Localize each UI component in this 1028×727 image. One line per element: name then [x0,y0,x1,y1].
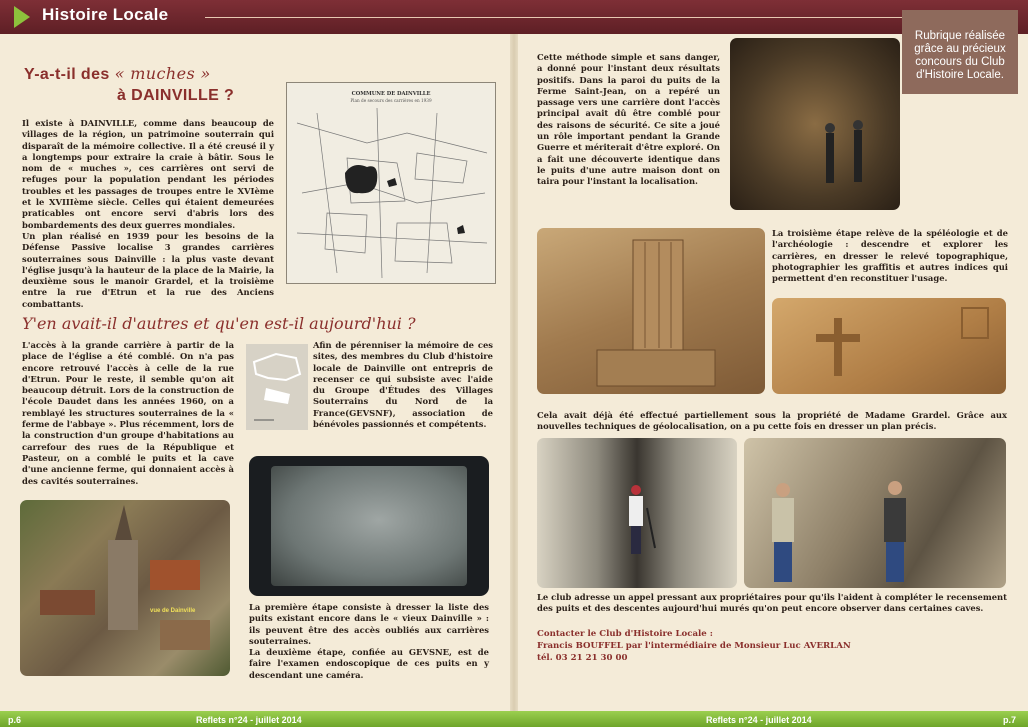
tunnel-drawing [537,438,737,588]
endoscope-frame [271,466,467,586]
section-title: Histoire Locale [42,5,169,24]
arrow-icon [14,6,30,28]
explorers-cave-photo [730,38,900,210]
map-drawing [287,83,495,283]
intro-paragraph-2: Un plan réalisé en 1939 pour les besoins de la Défense Passive localise 3 grandes carrières souterraines sous Dainville : la plus vaste devant l'église jusqu'à la hauteur de la place de la Mairie, la deuxième sous le manoir Grardel, et la troisième entre la rue d'Etrun et la rue des Anciens combattants. [22,230,274,309]
contact-line-2: Francis BOUFFEL par l'intermédiaire de Monsieur Luc AVERLAN [537,641,851,651]
rubrique-badge: Rubrique réalisée grâce au précieux concours du Club d'Histoire Locale. [902,10,1018,94]
carved-pillar-photo [537,228,765,394]
contact-phone: tél. 03 21 21 30 00 [537,653,628,663]
title-muches: « muches » [114,64,211,83]
cross-drawing [772,298,1006,394]
spine-gutter [510,0,518,727]
inset-plan-drawing [246,344,308,430]
issue-label-right: Reflets n°24 - juillet 2014 [706,715,812,725]
page-number-right: p.7 [1003,715,1017,725]
map-image [286,82,496,284]
map-title: COMMUNE DE DAINVILLE [351,91,431,97]
two-men-cave-photo [744,438,1006,588]
issue-label-left: Reflets n°24 - juillet 2014 [196,715,302,725]
etape2-text: La deuxième étape, confiée au GEVSNE, est de faire l'examen endoscopique de ces puits en y descendant une caméra. [249,647,489,680]
appeal-text: Le club adresse un appel pressant aux propriétaires pour qu'ils l'aident à compléter le recensement des puits et des descentes aujourd'hui murés qu'on peut encore observer dans certaines caves. [537,592,1007,614]
aerial-photo-label: vue de Dainville [150,608,196,614]
aerial-village-photo [20,500,230,676]
page-number-left: p.6 [8,715,22,725]
footer-bar [0,711,1028,727]
tunnel-man-photo [537,438,737,588]
cross-graffiti-photo [772,298,1006,394]
etapes-text [249,602,489,681]
contact-block [537,628,851,664]
article-title-line2: à DAINVILLE ? [117,87,235,104]
explorers-drawing [730,38,900,210]
contact-line-1: Contacter le Club d'Histoire Locale : [537,629,713,639]
endoscope-photo [249,456,489,596]
header-rule [205,17,1005,18]
mid-column-text: Afin de pérenniser la mémoire de ces sites, des membres du Club d'histoire locale de Dainville ont entrepris de recenser ce qui subsiste avec l'aide du Groupe d'Études des Villages Souterrains du Nord de la France(GEVSNF), association de bénévoles passionnés et compétents. [313,340,493,430]
etape3-text: La troisième étape relève de la spéléologie et de l'archéologie : descendre et explorer les carrières, en dresser le relevé topographique, photographier les graffitis et autres indices qui permettent d'en reconstituer l'usage. [772,228,1008,284]
inset-plan-image [246,344,308,430]
section-subtitle: Y'en avait-il d'autres et qu'en est-il aujourd'hui ? [22,314,416,333]
intro-paragraph-1: Il existe à DAINVILLE, comme dans beaucoup de villages de la région, un patrimoine souterrain qui disparaît de la mémoire collective. Il a été creusé il y a longtemps pour extraire la craie à bâtir. Sous le nom de « muches », ces carrières ont servi de refuges pour la population pendant les périodes troubles et les passages de troupes entre le XVIème et le XVIIIème siècle. Celles qui étaient demeurées praticables ont encore servi d'abris lors des bombardements des deux guerres mondiales. [22,118,274,230]
article-title-line1: Y-a-t-il des « muches » [24,64,211,83]
pillar-drawing [537,228,765,394]
etape1-text: La première étape consiste à dresser la liste des puits existant encore dans le « vieux Dainville » : ils peuvent être des accès oubliés aux carrières souterraines. [249,602,489,646]
intro-text [22,118,274,310]
aerial-drawing [20,500,230,676]
grardel-text: Cela avait déjà été effectué partiellement sous la propriété de Madame Grardel. Grâce aux nouvelles techniques de géolocalisation, on a pu cette fois en dresser un plan précis. [537,410,1007,432]
map-subtitle: Plan de secours des carrières en 1939 [350,98,432,103]
two-men-drawing [744,438,1006,588]
left-column-text: L'accès à la grande carrière à partir de la place de l'église a été comblé. On n'a pas encore retrouvé l'accès à celle de la rue d'Etrun. Pour le reste, il semble qu'on ait beaucoup détruit. Lors de la construction de l'école Daudet dans les années 1960, on a remblayé les structures souterraines de la « ferme de l'abbaye ». Plus récemment, lors de la construction d'un groupe d'habitations au carrefour des rues de la République et Pasteur, on a comblé le puits et la cave d'une ancienne ferme, qui donnaient accès à des cavités souterraines. [22,340,234,486]
right-top-text: Cette méthode simple et sans danger, a donné pour l'instant deux résultats positifs. Dans la paroi du puits de la Ferme Saint-Jean, on a repéré un passage vers une carrière dont l'accès principal avait dû être comblé pour des raisons de sécurité. Ce site a joué un rôle important pendant la Grande Guerre et mériterait d'être exploré. On a fait une découverte identique dans le puits d'une autre maison dont on taira pour l'instant la localisation. [537,52,720,187]
header-bar [0,0,1028,34]
